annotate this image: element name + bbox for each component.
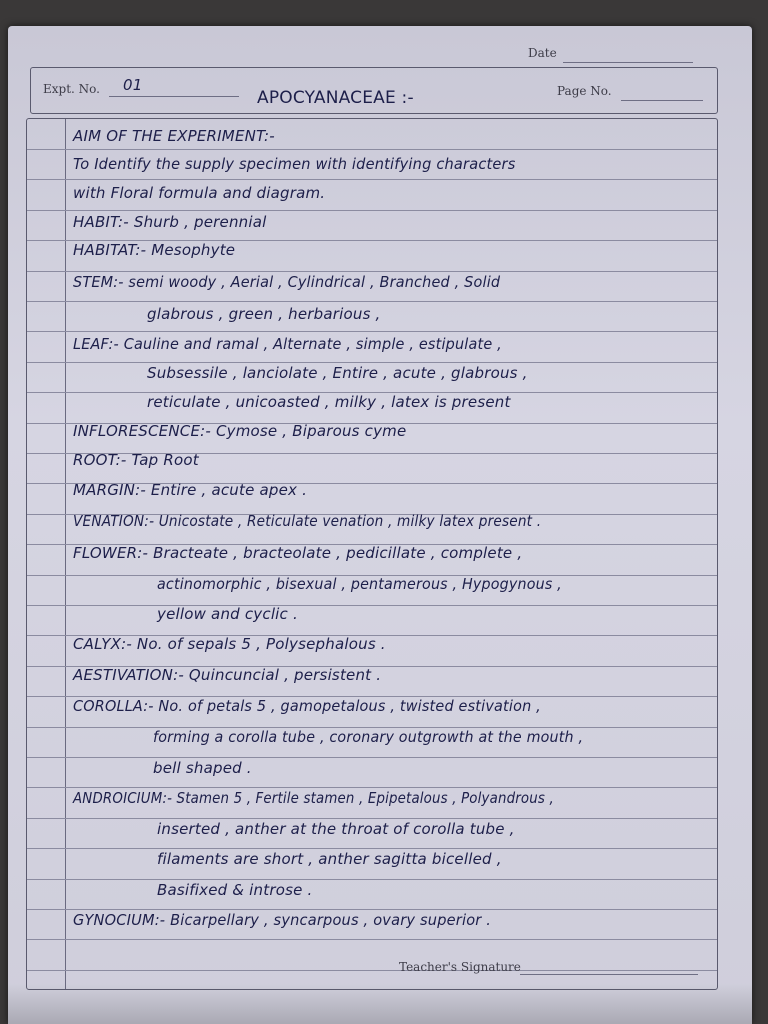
ruled-line <box>27 939 717 940</box>
ruled-line <box>27 879 717 880</box>
text-line: Subsessile , lanciolate , Entire , acute , glabrous , <box>147 364 528 382</box>
page-title: APOCYANACEAE :- <box>257 88 414 108</box>
text-line: AIM OF THE EXPERIMENT:- <box>73 127 275 145</box>
expt-no-rule <box>109 96 239 97</box>
ruled-line <box>27 179 717 180</box>
text-line: HABIT:- Shurb , perennial <box>73 213 267 231</box>
text-line: Basifixed & introse . <box>157 881 313 899</box>
text-line: MARGIN:- Entire , acute apex . <box>73 481 308 499</box>
text-line: with Floral formula and diagram. <box>73 184 326 202</box>
text-line: To Identify the supply specimen with identifying characters <box>73 155 516 173</box>
ruled-line <box>27 331 717 332</box>
experiment-header-box <box>30 67 718 114</box>
text-line: STEM:- semi woody , Aerial , Cylindrical , Branched , Solid <box>73 273 501 291</box>
text-line: HABITAT:- Mesophyte <box>73 241 236 259</box>
page-shadow <box>8 984 752 1024</box>
ruled-line <box>27 149 717 150</box>
ruled-line <box>27 605 717 606</box>
text-line: ANDROICIUM:- Stamen 5 , Fertile stamen , Epipetalous , Polyandrous , <box>73 789 554 807</box>
page-no-rule <box>621 100 703 101</box>
ruled-line <box>27 970 717 971</box>
ruled-line <box>27 362 717 363</box>
ruled-line <box>27 271 717 272</box>
ruled-line <box>27 757 717 758</box>
text-line: actinomorphic , bisexual , pentamerous , Hypogynous , <box>157 575 562 593</box>
ruled-line <box>27 818 717 819</box>
text-line: AESTIVATION:- Quincuncial , persistent . <box>73 666 382 684</box>
text-line: bell shaped . <box>153 759 252 777</box>
teacher-signature-label: Teacher's Signature <box>399 960 521 974</box>
text-line: CALYX:- No. of sepals 5 , Polysephalous . <box>73 635 386 653</box>
ruled-line <box>27 909 717 910</box>
text-line: GYNOCIUM:- Bicarpellary , syncarpous , ovary superior . <box>73 911 492 929</box>
text-line: yellow and cyclic . <box>157 605 298 623</box>
date-label: Date <box>528 46 557 60</box>
text-line: INFLORESCENCE:- Cymose , Biparous cyme <box>73 422 407 440</box>
date-rule <box>563 62 693 63</box>
text-line: glabrous , green , herbarious , <box>147 305 381 323</box>
expt-no-label: Expt. No. <box>43 82 100 96</box>
text-line: forming a corolla tube , coronary outgrowth at the mouth , <box>153 728 584 746</box>
text-line: VENATION:- Unicostate , Reticulate venation , milky latex present . <box>73 512 542 530</box>
expt-no-value: 01 <box>123 76 143 94</box>
ruled-line <box>27 210 717 211</box>
ruled-writing-area <box>26 118 718 990</box>
text-line: COROLLA:- No. of petals 5 , gamopetalous , twisted estivation , <box>73 697 541 715</box>
text-line: inserted , anther at the throat of corolla tube , <box>157 820 515 838</box>
page-no-label: Page No. <box>557 84 612 98</box>
notebook-page <box>8 26 752 1024</box>
signature-rule <box>520 974 698 975</box>
text-line: reticulate , unicoasted , milky , latex is present <box>147 393 511 411</box>
margin-line <box>65 119 66 989</box>
ruled-line <box>27 301 717 302</box>
text-line: filaments are short , anther sagitta bicelled , <box>157 850 502 868</box>
text-line: ROOT:- Tap Root <box>73 451 199 469</box>
text-line: LEAF:- Cauline and ramal , Alternate , simple , estipulate , <box>73 335 502 353</box>
text-line: FLOWER:- Bracteate , bracteolate , pedicillate , complete , <box>73 544 523 562</box>
